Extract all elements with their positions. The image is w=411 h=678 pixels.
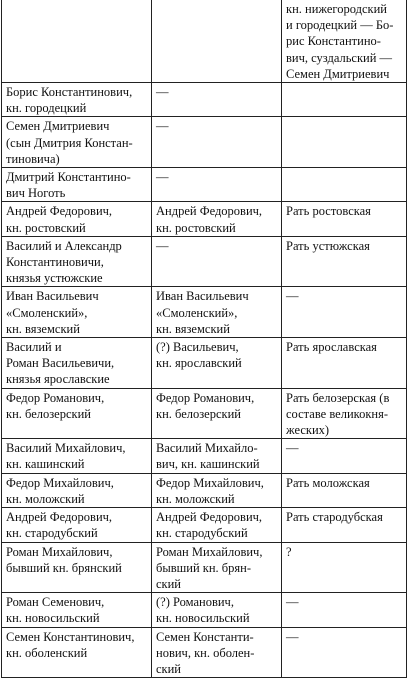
cell-line: кн. стародубский (6, 526, 98, 541)
cell-line: кн. вяземский (156, 321, 230, 336)
cell-line: «Смоленский», (156, 305, 238, 320)
army-cell (282, 168, 407, 202)
cell-line: кн. новосильский (6, 611, 100, 626)
cell-line: кн. моложский (156, 491, 235, 506)
cell-line: Андрей Федорович, (6, 204, 113, 219)
cell-line: — (286, 595, 299, 610)
second-list-cell (152, 236, 282, 287)
second-list-cell (152, 508, 282, 542)
army-cell (282, 236, 407, 287)
army-cell (282, 593, 407, 627)
cell-line: бывший кн. брянский (6, 560, 122, 575)
prince-cell (2, 338, 152, 389)
army-cell (282, 508, 407, 542)
cell-line: кн. стародубский (156, 526, 248, 541)
cell-line: Василий Михайлович, (6, 441, 126, 456)
prince-cell (2, 593, 152, 627)
cell-line: Андрей Федорович, (156, 510, 263, 525)
table-row (2, 338, 407, 389)
prince-cell (2, 236, 152, 287)
table-row (2, 388, 407, 439)
cell-line: Василий Михайло- (156, 441, 258, 456)
cell-line: Дмитрий Константино- (6, 170, 131, 185)
second-list-cell (152, 388, 282, 439)
cell-line: князья устюжские (6, 271, 103, 286)
cell-line: бывший кн. брян- (156, 560, 252, 575)
cell-line: Федор Михайлович, (6, 475, 114, 490)
army-cell (282, 439, 407, 473)
cell-line: тиновича) (6, 151, 60, 166)
cell-line: Василий и Александр (6, 238, 122, 253)
cell-line: Федор Романович, (6, 390, 105, 405)
prince-cell (2, 439, 152, 473)
second-list-cell (152, 338, 282, 389)
cell-line: кн. городецкий (6, 101, 87, 116)
cell-line: кн. ярославский (156, 356, 242, 371)
cell-line: кн. моложский (6, 491, 85, 506)
cell-line: Андрей Федорович, (6, 510, 113, 525)
second-list-cell (152, 83, 282, 117)
second-list-cell (152, 627, 282, 678)
cell-line: Семен Дмитриевич (6, 119, 110, 134)
cell-line: — (156, 119, 169, 134)
cell-line: нович, кн. оболен- (156, 645, 255, 660)
cell-line: и городецкий — Бо- (286, 18, 394, 33)
army-cell (282, 388, 407, 439)
second-list-cell (152, 542, 282, 593)
prince-cell (2, 0, 152, 83)
cell-line: кн. белозерский (156, 406, 241, 421)
cell-line: составе великокня- (286, 406, 388, 421)
cell-line: Семен Константинович, (6, 629, 135, 644)
second-list-cell (152, 168, 282, 202)
cell-line: Роман Михайлович, (6, 544, 113, 559)
cell-line: — (156, 238, 169, 253)
cell-line: Семен Дмитриевич (286, 66, 390, 81)
cell-line: кн. кашинский (6, 457, 85, 472)
table-row (2, 168, 407, 202)
second-list-cell (152, 593, 282, 627)
prince-cell (2, 83, 152, 117)
cell-line: кн. оболенский (6, 645, 88, 660)
cell-line: — (286, 629, 299, 644)
cell-line: Рать ростовская (286, 204, 371, 219)
table-row (2, 287, 407, 338)
table-row (2, 83, 407, 117)
cell-line: ский (156, 661, 181, 676)
prince-cell (2, 287, 152, 338)
cell-line: ? (286, 544, 292, 559)
prince-cell (2, 508, 152, 542)
cell-line: — (286, 441, 299, 456)
army-cell (282, 338, 407, 389)
prince-cell (2, 473, 152, 507)
cell-line: Рать устюжская (286, 238, 370, 253)
cell-line: Роман Семенович, (6, 595, 105, 610)
cell-line: Борис Константинович, (6, 85, 133, 100)
cell-line: Иван Васильевич (6, 289, 99, 304)
cell-line: Роман Михайлович, (156, 544, 263, 559)
second-list-cell (152, 473, 282, 507)
table-row (2, 473, 407, 507)
army-cell (282, 117, 407, 168)
prince-cell (2, 168, 152, 202)
prince-cell (2, 117, 152, 168)
army-cell (282, 83, 407, 117)
cell-line: Василий и (6, 340, 62, 355)
table-row (2, 627, 407, 678)
cell-line: вич Ноготь (6, 186, 66, 201)
cell-line: Федор Михайлович, (156, 475, 264, 490)
cell-line: (?) Васильевич, (156, 340, 239, 355)
cell-line: кн. ростовский (156, 220, 236, 235)
table-row (2, 593, 407, 627)
cell-line: кн. вяземский (6, 321, 80, 336)
cell-line: Федор Романович, (156, 390, 255, 405)
cell-line: вич, суздальский — (286, 50, 393, 65)
cell-line: кн. белозерский (6, 406, 91, 421)
cell-line: кн. ростовский (6, 220, 86, 235)
second-list-cell (152, 202, 282, 236)
cell-line: Рать стародубская (286, 510, 383, 525)
army-cell (282, 0, 407, 83)
second-list-cell (152, 287, 282, 338)
cell-line: (сын Дмитрия Констан- (6, 135, 133, 150)
army-cell (282, 202, 407, 236)
cell-line: рис Константино- (286, 34, 381, 49)
cell-line: «Смоленский», (6, 305, 88, 320)
prince-cell (2, 627, 152, 678)
table-row (2, 117, 407, 168)
cell-line: жеских) (286, 423, 330, 438)
cell-line: (?) Романович, (156, 595, 234, 610)
cell-line: — (156, 85, 169, 100)
army-cell (282, 287, 407, 338)
cell-line: Семен Константи- (156, 629, 254, 644)
cell-line: князья ярославские (6, 372, 110, 387)
prince-cell (2, 388, 152, 439)
cell-line: Иван Васильевич (156, 289, 249, 304)
army-cell (282, 627, 407, 678)
table-row (2, 439, 407, 473)
army-cell (282, 473, 407, 507)
table-body (2, 0, 407, 678)
army-cell (282, 542, 407, 593)
cell-line: ский (156, 576, 181, 591)
cell-line: Рать ярославская (286, 340, 377, 355)
princes-table (1, 0, 407, 678)
cell-line: вич, кн. кашинский (156, 457, 260, 472)
second-list-cell (152, 117, 282, 168)
cell-line: — (156, 170, 169, 185)
prince-cell (2, 542, 152, 593)
cell-line: Андрей Федорович, (156, 204, 263, 219)
cell-line: кн. новосильский (156, 611, 250, 626)
second-list-cell (152, 439, 282, 473)
second-list-cell (152, 0, 282, 83)
cell-line: Рать моложская (286, 475, 370, 490)
table-row (2, 542, 407, 593)
table-row (2, 508, 407, 542)
cell-line: Рать белозерская (в (286, 390, 390, 405)
prince-cell (2, 202, 152, 236)
cell-line: Роман Васильевичи, (6, 356, 115, 371)
table-row (2, 236, 407, 287)
cell-line: — (286, 289, 299, 304)
table-row (2, 0, 407, 83)
cell-line: Константиновичи, (6, 255, 104, 270)
table-row (2, 202, 407, 236)
cell-line: кн. нижегородский (286, 2, 387, 16)
